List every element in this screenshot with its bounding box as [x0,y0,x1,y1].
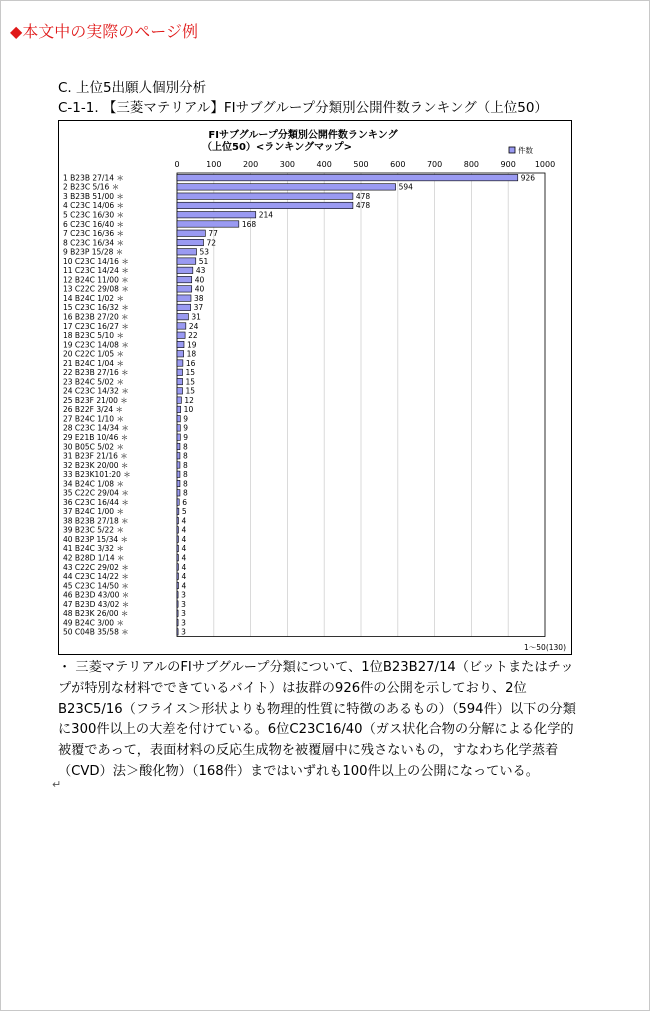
value-label: 3 [181,627,186,637]
category-label: 19 C23C 14/08 ＊ [63,340,129,350]
bar [177,555,178,561]
bar [177,406,181,412]
x-tick-label: 200 [242,160,259,169]
bar [177,323,186,329]
category-label: 34 B24C 1/08 ＊ [63,479,124,489]
page-header: ◆本文中の実際のページ例 [10,22,198,41]
subsection-title: C-1-1. 【三菱マテリアル】FIサブグループ分類別公開件数ランキング（上位50） [58,100,548,116]
value-label: 8 [182,460,188,470]
value-label: 8 [182,451,188,461]
bar [177,341,184,347]
category-label: 40 B23P 15/34 ＊ [63,534,129,544]
bar [177,221,239,227]
bar [177,508,179,514]
category-label: 4 C23C 14/06 ＊ [63,201,125,211]
category-label: 22 B23B 27/16 ＊ [63,368,129,378]
value-label: 40 [194,275,205,285]
value-label: 72 [206,238,217,248]
category-label: 21 B24C 1/04 ＊ [63,358,124,368]
bar [177,193,353,199]
bar [177,527,178,533]
bar [177,378,183,384]
category-label: 41 B24C 3/32 ＊ [63,544,124,554]
bar [177,629,178,635]
x-tick-label: 600 [390,160,406,169]
value-label: 24 [188,321,199,331]
value-label: 4 [181,581,187,591]
category-label: 15 C23C 16/32 ＊ [63,303,129,313]
bar [177,480,180,486]
bar [177,304,191,310]
value-label: 31 [191,312,201,322]
category-label: 24 C23C 14/32 ＊ [63,386,129,396]
value-label: 3 [181,599,186,609]
category-label: 32 B23K 20/00 ＊ [63,460,129,470]
category-label: 25 B23F 21/00 ＊ [63,395,128,405]
bar [177,369,183,375]
bar [177,286,192,292]
category-label: 48 B23K 26/00 ＊ [63,609,129,619]
category-label: 7 C23C 16/36 ＊ [63,229,125,239]
category-label: 3 B23B 51/00 ＊ [63,191,124,201]
bar [177,174,518,180]
bar [177,360,183,366]
value-label: 15 [185,368,196,378]
x-tick-label: 1000 [534,160,556,169]
bar [177,536,178,542]
value-label: 53 [199,247,210,257]
bar [177,443,180,449]
bar [177,573,178,579]
chart-title: FIサブグループ分類別公開件数ランキング [208,130,398,141]
x-tick-label: 900 [500,160,516,169]
ranking-chart-svg [58,120,572,655]
bar [177,276,192,282]
category-label: 29 E21B 10/46 ＊ [63,432,129,442]
section-title: C. 上位5出願人個別分析 [58,80,207,96]
value-label: 38 [193,293,204,303]
value-label: 5 [181,507,187,517]
category-label: 17 C23C 16/27 ＊ [63,321,129,331]
bar [177,490,180,496]
value-label: 4 [181,516,187,526]
bar [177,230,205,236]
value-label: 19 [186,340,197,350]
category-label: 6 C23C 16/40 ＊ [63,219,125,229]
bar [177,267,193,273]
value-label: 77 [208,229,218,239]
category-label: 35 C22C 29/04 ＊ [63,488,129,498]
value-label: 3 [181,618,186,628]
chart-border [59,121,572,655]
category-label: 45 C23C 14/50 ＊ [63,581,129,591]
category-label: 23 B24C 5/02 ＊ [63,377,124,387]
chart-footnote: 1～50(130) [524,643,566,652]
x-tick-label: 800 [463,160,480,169]
value-label: 9 [183,414,189,424]
category-label: 37 B24C 1/00 ＊ [63,507,124,517]
bar [177,249,197,255]
value-label: 4 [181,544,187,554]
bar [177,517,178,523]
category-label: 18 B23C 5/10 ＊ [63,331,124,341]
value-label: 15 [185,386,196,396]
bar [177,212,256,218]
category-label: 2 B23C 5/16 ＊ [63,182,120,192]
category-label: 43 C22C 29/02 ＊ [63,562,129,572]
value-label: 8 [182,479,188,489]
x-tick-label: 100 [206,160,222,169]
category-label: 8 C23C 16/34 ＊ [63,238,125,248]
value-label: 8 [182,470,188,480]
x-tick-label: 500 [353,160,369,169]
category-label: 46 B23D 43/00 ＊ [63,590,130,600]
category-label: 13 C22C 29/08 ＊ [63,284,129,294]
value-label: 4 [181,525,187,535]
ranking-chart [58,120,572,655]
bar [177,313,188,319]
value-label: 9 [183,432,189,442]
value-label: 4 [181,562,187,572]
category-label: 11 C23C 14/24 ＊ [63,266,129,276]
bar [177,499,179,505]
category-label: 39 B23C 5/22 ＊ [63,525,124,535]
category-label: 36 C23C 16/44 ＊ [63,497,129,507]
value-label: 15 [185,377,196,387]
category-label: 5 C23C 16/30 ＊ [63,210,125,220]
bar [177,601,178,607]
value-label: 51 [198,256,209,266]
value-label: 214 [258,210,274,220]
value-label: 10 [183,405,194,415]
value-label: 3 [181,590,186,600]
bar [177,202,353,208]
chart-subtitle: （上位50）<ランキングマップ> [202,142,352,153]
value-label: 926 [520,173,536,183]
value-label: 37 [193,303,204,313]
bar [177,434,180,440]
value-label: 168 [241,219,257,229]
bar [177,239,203,245]
category-label: 12 B24C 11/00 ＊ [63,275,129,285]
bar [177,619,178,625]
bar [177,462,180,468]
value-label: 478 [355,191,371,201]
category-label: 20 C22C 1/05 ＊ [63,349,125,359]
value-label: 8 [182,488,188,498]
legend-swatch [509,147,515,153]
bar [177,582,178,588]
category-label: 1 B23B 27/14 ＊ [63,173,124,183]
bar [177,564,178,570]
value-label: 478 [355,201,371,211]
x-tick-label: 0 [174,160,180,169]
category-label: 10 C23C 14/16 ＊ [63,256,129,266]
value-label: 4 [181,553,187,563]
category-label: 44 C23C 14/22 ＊ [63,572,129,582]
bar [177,545,178,551]
bar [177,471,180,477]
bar [177,610,178,616]
x-tick-label: 400 [316,160,332,169]
value-label: 6 [182,497,187,507]
end-mark: ↵ [52,778,62,791]
category-label: 42 B28D 1/14 ＊ [63,553,125,563]
category-label: 14 B24C 1/02 ＊ [63,293,124,303]
bar [177,415,180,421]
bar [177,351,184,357]
category-label: 28 C23C 14/34 ＊ [63,423,129,433]
bar [177,453,180,459]
x-tick-label: 300 [279,160,296,169]
bar [177,397,181,403]
category-label: 9 B23P 15/28 ＊ [63,247,124,257]
value-label: 4 [181,572,187,582]
category-label: 38 B23B 27/18 ＊ [63,516,129,526]
value-label: 3 [181,609,186,619]
value-label: 43 [195,266,206,276]
legend-label: 件数 [518,146,533,155]
bar [177,425,180,431]
value-label: 8 [182,442,188,452]
category-label: 16 B23B 27/20 ＊ [63,312,129,322]
category-label: 33 B23K101:20 ＊ [63,470,131,480]
category-label: 30 B05C 5/02 ＊ [63,442,124,452]
bar [177,388,183,394]
value-label: 9 [183,423,189,433]
category-label: 26 B22F 3/24 ＊ [63,405,124,415]
category-label: 50 C04B 35/58 ＊ [63,627,129,637]
value-label: 12 [184,395,194,405]
value-label: 22 [188,331,198,341]
body-paragraph: ・ 三菱マテリアルのFIサブグループ分類について、1位B23B27/14（ビットまたはチップが特別な材料でできているバイト）は抜群の926件の公開を示しており、2位B23C5/16（フライス＞形状よりも物理的性質に特徴のあるもの）（594件）以下の分類に300件以上の大差を付けている。6位C23C16/40（ガス状化合物の分解による化学的被覆であって，表面材料の反応生成物を被覆層中に残さないもの，すなわち化学蒸着（CVD）法＞酸化物）（168件）まではいずれも100件以上の公開になっている。 [58,660,576,779]
category-label: 49 B24C 3/00 ＊ [63,618,124,628]
bar [177,592,178,598]
category-label: 47 B23D 43/02 ＊ [63,599,130,609]
bar [177,258,196,264]
bar [177,184,396,190]
x-tick-label: 700 [426,160,443,169]
bar [177,332,185,338]
value-label: 18 [186,349,197,359]
value-label: 4 [181,534,187,544]
bar [177,295,191,301]
value-label: 40 [194,284,205,294]
category-label: 31 B23F 21/16 ＊ [63,451,128,461]
value-label: 594 [398,182,413,192]
value-label: 16 [185,358,196,368]
category-label: 27 B24C 1/10 ＊ [63,414,124,424]
